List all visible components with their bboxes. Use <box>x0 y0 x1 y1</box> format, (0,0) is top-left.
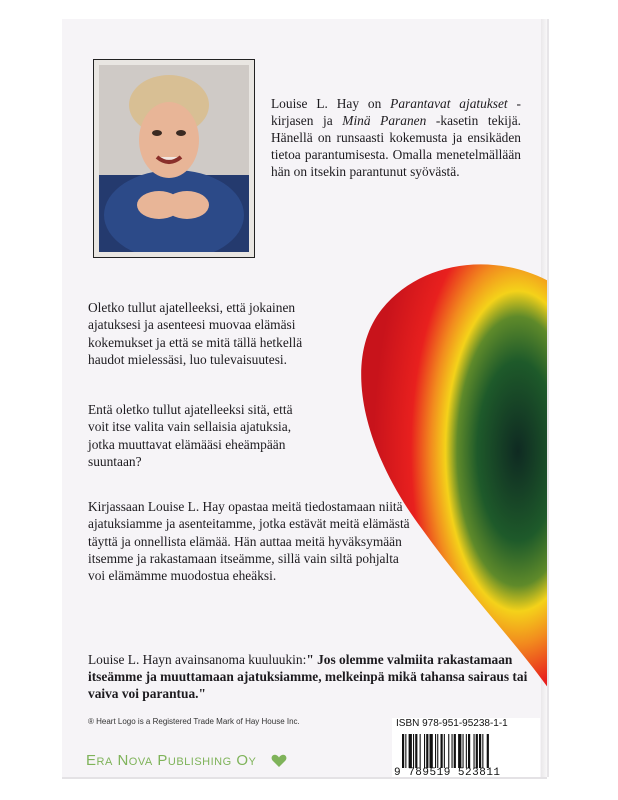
key-message-quote: " Jos olemme valmiita rakastamaan itseämme ja muuttamaan ajatuksiamme, melkeinpä mikä tahansa sairaus tai vaiva voi parantua." <box>88 652 528 702</box>
barcode-bar <box>405 734 406 768</box>
barcode-bar <box>415 734 417 768</box>
bio-after-title: -kirjasen ja <box>271 96 521 128</box>
barcode-bar <box>444 734 445 768</box>
barcode-bar <box>468 734 470 768</box>
barcode-bar <box>409 734 412 768</box>
tape-title: Minä Paranen <box>342 113 427 128</box>
trademark-notice: ® Heart Logo is a Registered Trade Mark of Hay House Inc. <box>88 717 300 726</box>
book-back-cover <box>62 19 547 777</box>
key-message-intro: Louise L. Hayn avainsanoma kuuluukin: <box>88 652 307 667</box>
paragraph-2: Entä oletko tullut ajatelleeksi sitä, että voit itse valita vain sellaisia ajatuksia, jotka muuttavat elämääsi eheämpään suuntaan? <box>88 402 293 469</box>
barcode-bar <box>476 734 478 768</box>
barcode-bar <box>479 734 481 768</box>
barcode-bar <box>424 734 425 768</box>
bio-rest: -kasetin tekijä. Hänellä on runsaasti kokemusta ja ensikäden tietoa parantumisesta. Omalla menetelmällään hän on itsekin parantunut syövästä. <box>271 113 522 179</box>
barcode-bar <box>448 734 449 768</box>
barcode-bar <box>430 734 433 768</box>
author-name: Louise L. Hay <box>271 96 360 111</box>
barcode-bar <box>413 734 414 768</box>
barcode-block <box>392 718 540 777</box>
barcode-bar <box>466 734 467 768</box>
barcode-bar <box>454 734 456 768</box>
barcode-bar <box>441 734 443 768</box>
key-message <box>88 651 533 703</box>
heart-icon <box>271 754 287 768</box>
barcode <box>402 734 532 768</box>
barcode-bar <box>452 734 453 768</box>
barcode-bar <box>487 734 489 768</box>
barcode-bar <box>426 734 428 768</box>
paragraph-1: Oletko tullut ajatelleeksi, että jokainen ajatuksesi ja asenteesi muovaa elämäsi kokemukset ja että se mitä tällä hetkellä haudot mielessäsi, luo tulevaisuutesi. <box>88 300 303 367</box>
publisher-name: Era Nova Publishing Oy <box>86 752 257 769</box>
barcode-bar <box>437 734 438 768</box>
barcode-bar <box>463 734 464 768</box>
author-bio <box>271 95 521 180</box>
book-title: Parantavat ajatukset <box>390 96 508 111</box>
paragraph-3: Kirjassaan Louise L. Hay opastaa meitä tiedostamaan niitä ajatuksiamme ja asenteitamme, jotka estävät meitä elämästä täyttä ja onnellista elämää. Hän auttaa meitä hyväksymään itsemme ja rakastamaan itseämme, sillä vain siltä pohjalta voi elämämme muodostua eheäksi. <box>88 499 410 584</box>
bio-on: on <box>367 96 382 111</box>
barcode-bar <box>420 734 421 768</box>
barcode-bar <box>474 734 475 768</box>
author-portrait <box>93 59 255 258</box>
barcode-bar <box>458 734 461 768</box>
heart-logo <box>302 249 547 719</box>
barcode-bar <box>435 734 436 768</box>
ean-number: 9 789519 523811 <box>394 767 501 777</box>
barcode-bar <box>482 734 483 768</box>
isbn-number: ISBN 978-951-95238-1-1 <box>396 718 508 729</box>
barcode-bar <box>402 734 404 768</box>
portrait-photo-icon <box>99 65 249 252</box>
